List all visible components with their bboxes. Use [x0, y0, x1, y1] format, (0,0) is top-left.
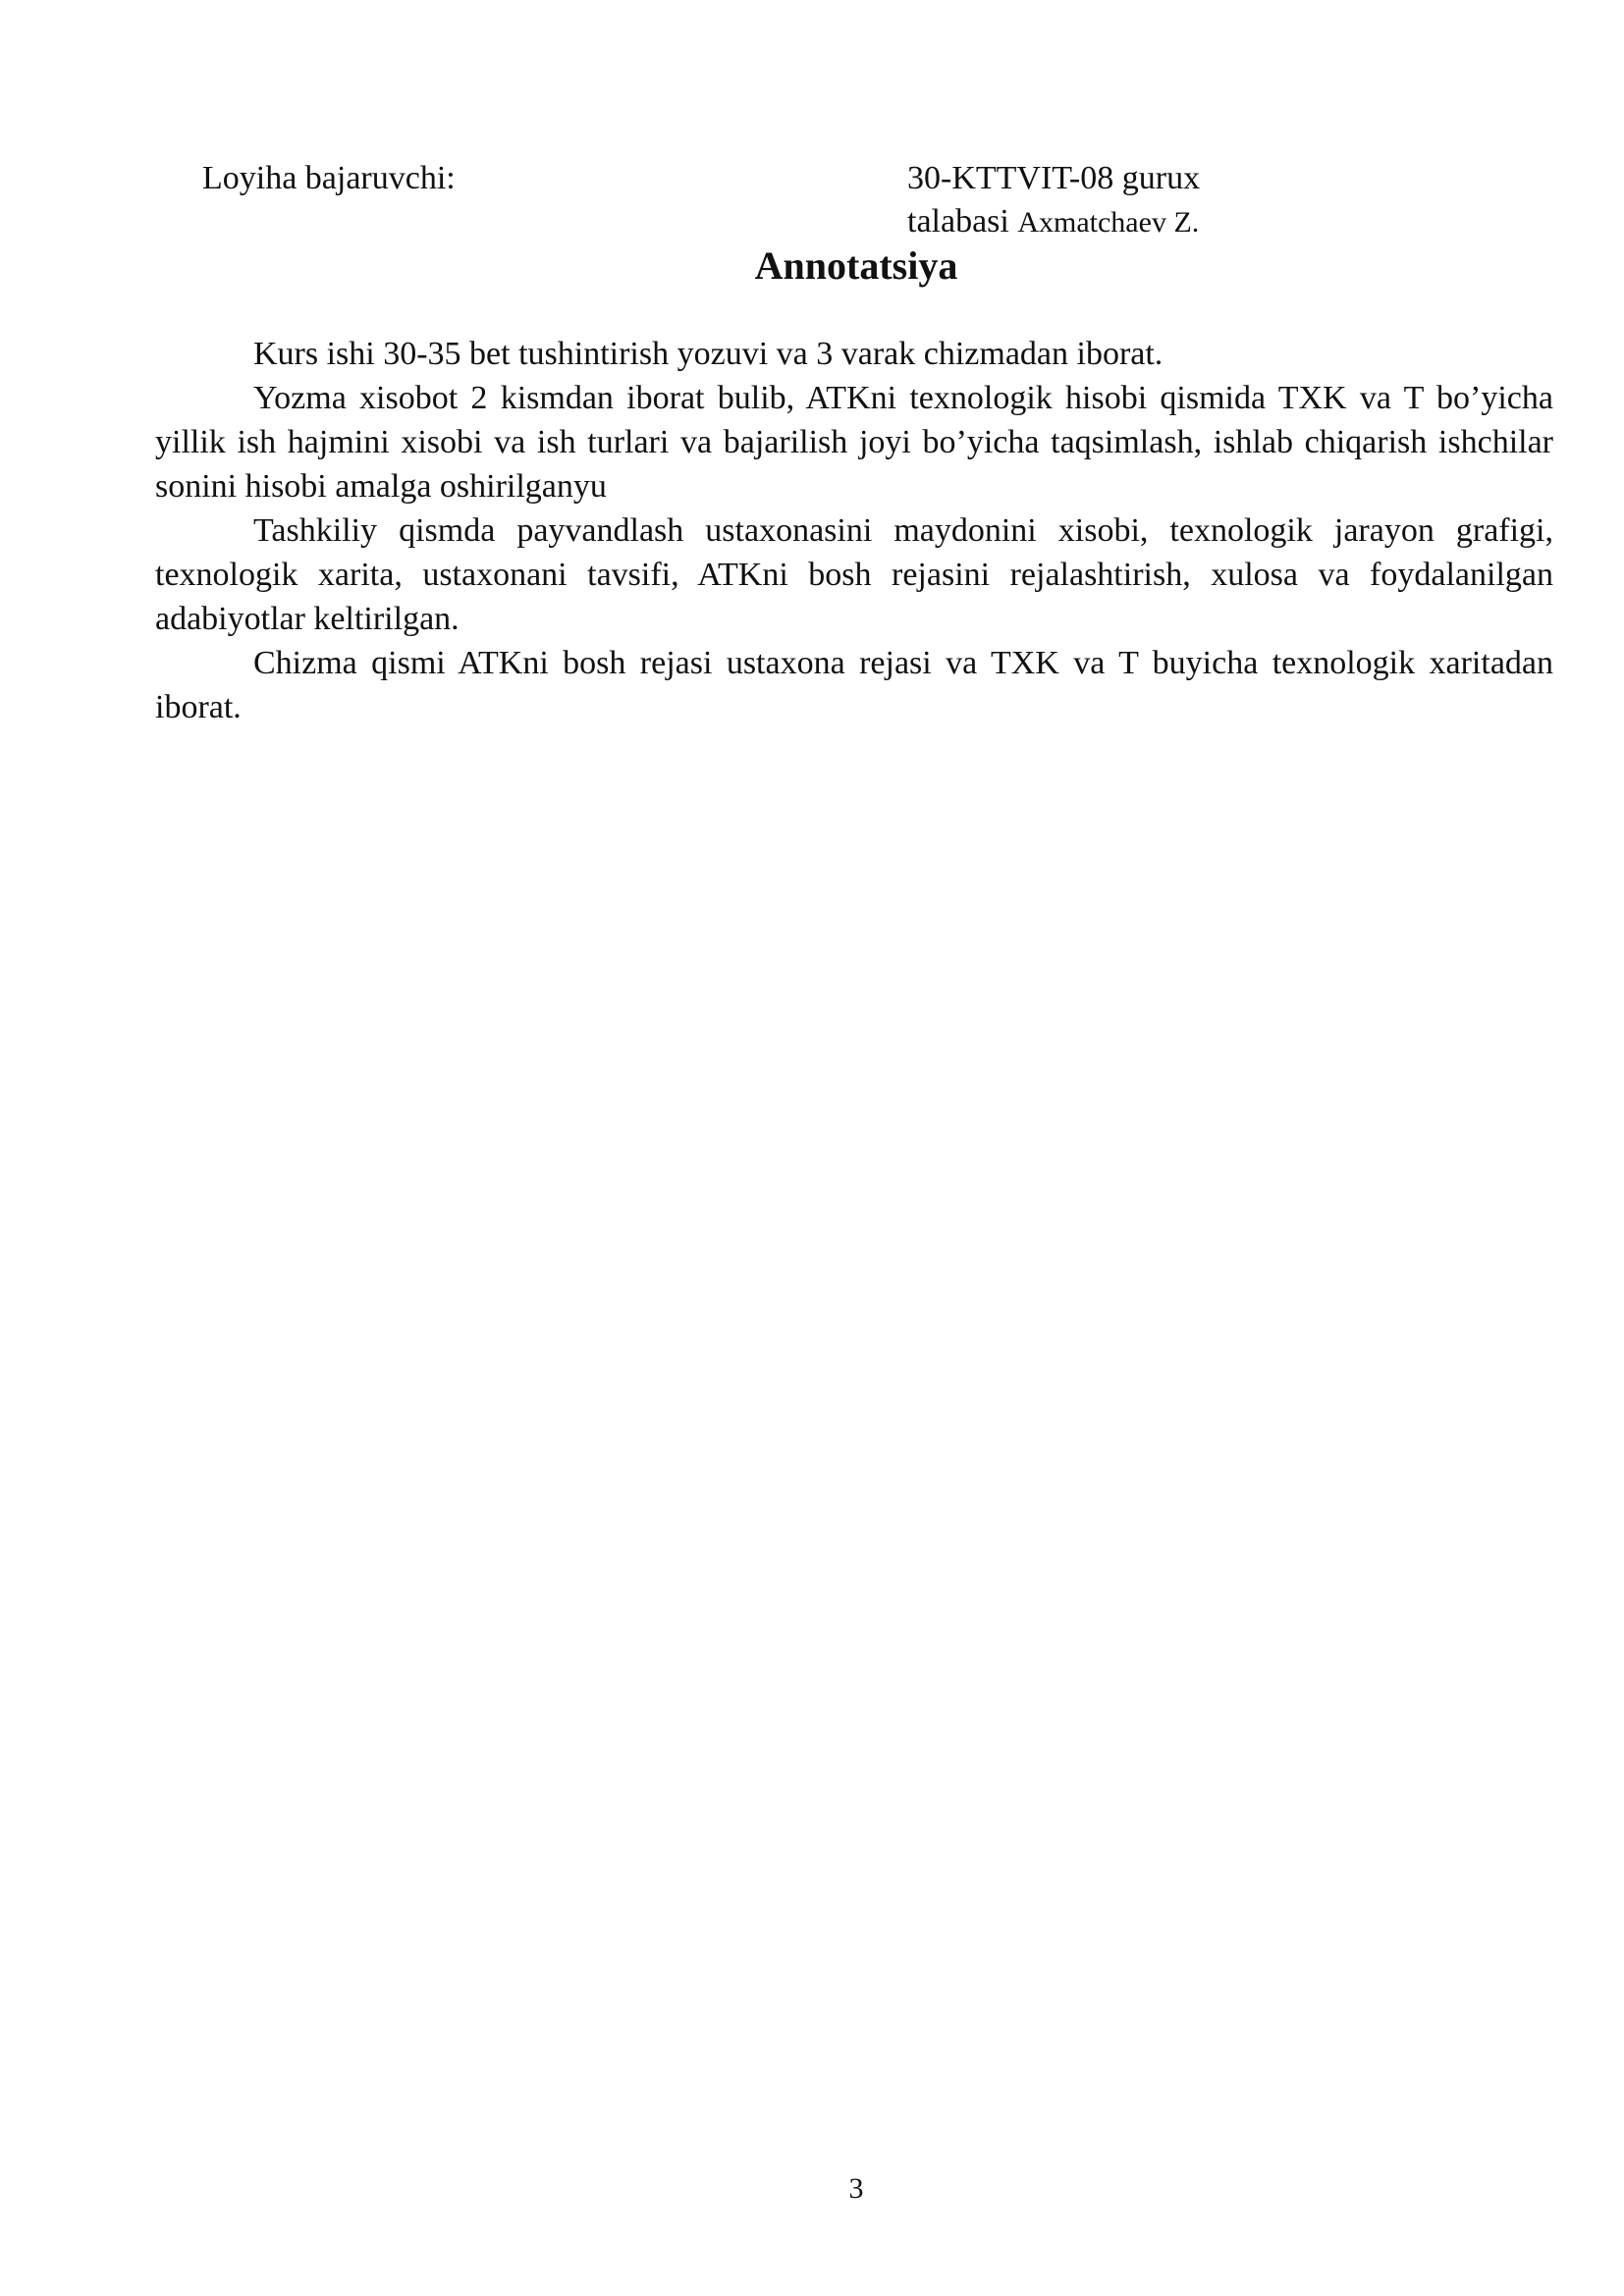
page-title: Annotatsiya — [754, 243, 958, 288]
page-number: 3 — [848, 2172, 864, 2205]
annotation-body — [155, 332, 1553, 729]
performer-label: Loyiha bajaruvchi: — [202, 160, 456, 196]
paragraph: Kurs ishi 30-35 bet tushintirish yozuvi va 3 varak chizmadan iborat. — [253, 336, 1164, 372]
paragraph: Tashkiliy qismda payvandlash ustaxonasini maydonini xisobi, texnologik jarayon grafigi, texnologik xarita, ustaxonani tavsifi, ATKni bosh rejasini rejalashtirish, xulosa va foydalanilgan adabiyotlar keltirilgan. — [155, 512, 1553, 637]
group-line: 30-KTTVIT-08 gurux — [907, 160, 1201, 196]
paragraph: Chizma qismi ATKni bosh rejasi ustaxona rejasi va TXK va T buyicha texnologik xaritadan iborat. — [155, 645, 1553, 725]
paragraph: Yozma xisobot 2 kismdan iborat bulib, ATKni texnologik hisobi qismida TXK va T bo’yicha yillik ish hajmini xisobi va ish turlari va bajarilish joyi bo’yicha taqsimlash, ishlab chiqarish ishchilar sonini hisobi amalga oshirilganyu — [155, 380, 1553, 505]
student-info — [907, 157, 1200, 244]
student-name: Axmatchaev Z. — [1017, 206, 1200, 239]
student-prefix: talabasi — [907, 203, 1009, 240]
student-line — [907, 200, 1200, 244]
